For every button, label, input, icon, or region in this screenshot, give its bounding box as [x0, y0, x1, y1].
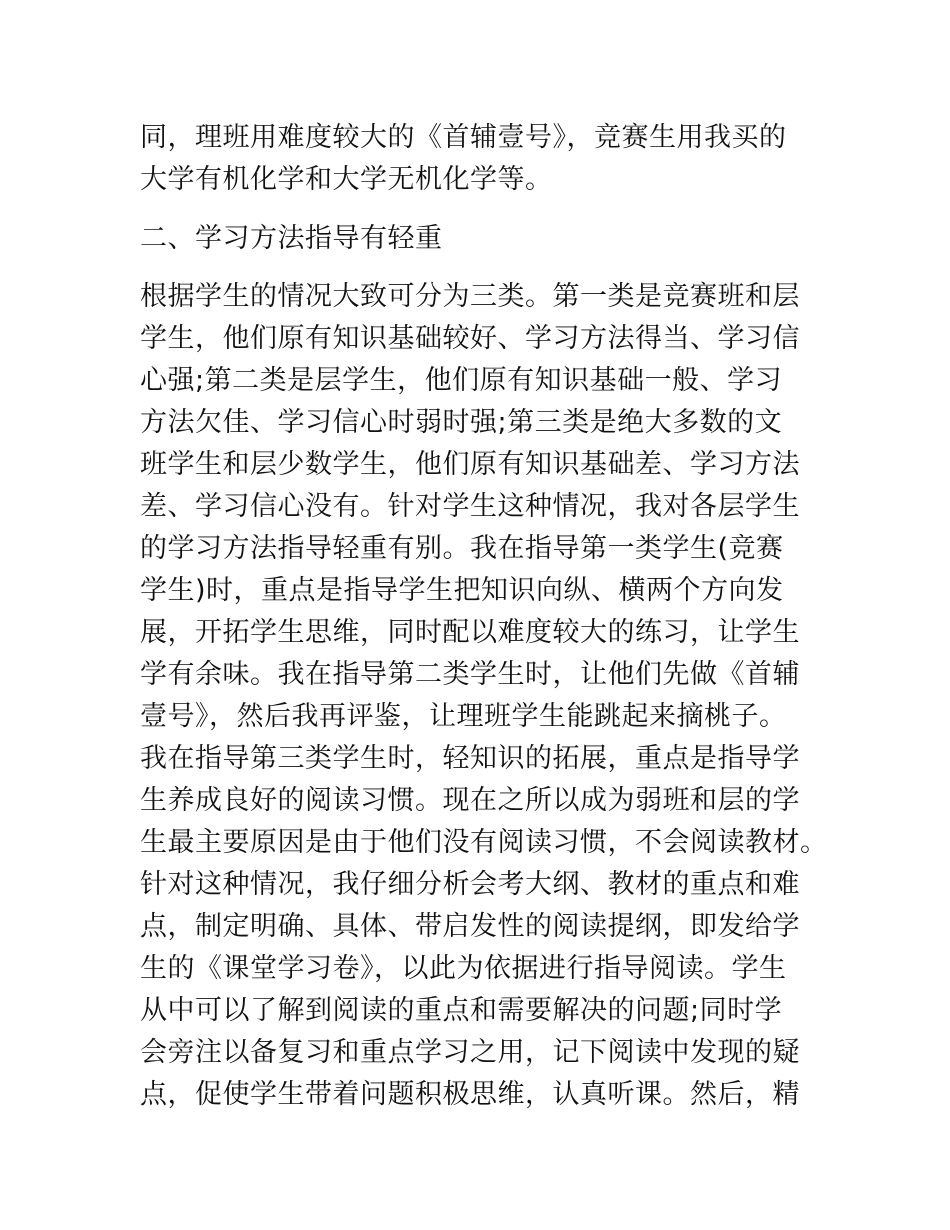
- text-line: 方法欠佳、学习信心时弱时强;第三类是绝大多数的文: [140, 407, 783, 438]
- text-line: 生的《课堂学习卷》，以此为依据进行指导阅读。学生: [140, 953, 787, 984]
- text-line: 根据学生的情况大致可分为三类。第一类是竞赛班和层: [140, 281, 800, 312]
- text-line: 心强;第二类是层学生，他们原有知识基础一般、学习: [140, 365, 783, 396]
- text-line: 班学生和层少数学生，他们原有知识基础差、学习方法: [140, 449, 800, 480]
- text-line: 生养成良好的阅读习惯。现在之所以成为弱班和层的学: [140, 785, 800, 816]
- section-heading-text: 二、学习方法指导有轻重: [140, 223, 443, 254]
- text-line: 壹号》，然后我再评鉴，让理班学生能跳起来摘桃子。: [140, 701, 787, 732]
- section-heading: [140, 218, 830, 260]
- text-line: 大学有机化学和大学无机化学等。: [140, 164, 553, 195]
- text-line: 的学习方法指导轻重有别。我在指导第一类学生(竞赛: [140, 533, 784, 564]
- text-line: 差、学习信心没有。针对学生这种情况，我对各层学生: [140, 491, 800, 522]
- text-line: 展，开拓学生思维，同时配以难度较大的练习，让学生: [140, 617, 800, 648]
- text-line: 生最主要原因是由于他们没有阅读习惯，不会阅读教材。: [140, 827, 828, 858]
- text-line: 点，制定明确、具体、带启发性的阅读提纲，即发给学: [140, 911, 800, 942]
- text-line: 针对这种情况，我仔细分析会考大纲、教材的重点和难: [140, 869, 800, 900]
- text-line: 学有余味。我在指导第二类学生时，让他们先做《首辅: [140, 659, 800, 690]
- paragraph-continuation: [140, 117, 830, 201]
- text-line: 学生)时，重点是指导学生把知识向纵、横两个方向发: [140, 575, 784, 606]
- text-line: 点，促使学生带着问题积极思维，认真听课。然后，精: [140, 1079, 800, 1110]
- paragraph-body: [140, 276, 830, 1116]
- text-line: 我在指导第三类学生时，轻知识的拓展，重点是指导学: [140, 743, 800, 774]
- text-line: 学生，他们原有知识基础较好、学习方法得当、学习信: [140, 323, 800, 354]
- text-line: 从中可以了解到阅读的重点和需要解决的问题;同时学: [140, 995, 783, 1026]
- text-line: 会旁注以备复习和重点学习之用，记下阅读中发现的疑: [140, 1037, 800, 1068]
- text-line: 同，理班用难度较大的《首辅壹号》，竞赛生用我买的: [140, 122, 787, 153]
